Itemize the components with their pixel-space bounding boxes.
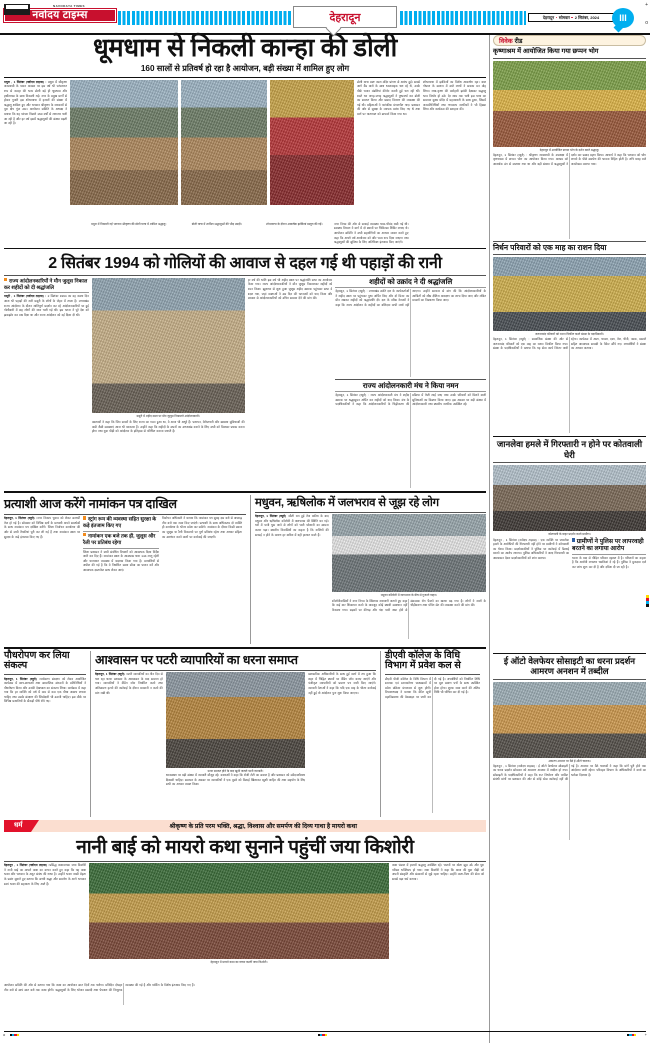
story2-body-2b: वक्ताओं ने कहा कि जिन सपनों के लिए राज्य का गठन हुआ था, वे आज भी अधूरे हैं। पलायन, बेरोजगारी और स्वास्थ्य सुविधाओं की कमी जैसी समस्याएं आज भी बरकरार हैं। उन्होंने कहा कि शहीदों के सपनों का उत्तराखंड बनाने के लिए सभी को मिलकर प्रयास करना होगा तथा युवा पीढ़ी को आंदोलन के इतिहास से परिचित कराना जरूरी है।	[91, 420, 245, 434]
lead-caption-3: शोभायात्रा के दौरान आकर्षक झांकियां प्रस्तुत की गईं।	[265, 221, 323, 226]
lead-caption-1: मथुरा में निकाली गई भगवान श्रीकृष्ण की डोली यात्रा में शामिल श्रद्धालु।	[91, 221, 167, 226]
footer-cmyk-right	[627, 1034, 636, 1036]
story2-photo-col	[92, 278, 245, 489]
story5-body-1: देहरादून, 1 सितंबर (ब्यूरो) :पटरी व्यापारियों का तीन दिन से चल रहा धरना प्रशासन के आश्वासन के बाद समाप्त हो गया। व्यापारियों ने वेंडिंग जोन निर्धारित करने तथा अतिक्रमण हटाने की कार्रवाई के दौरान मनमानी न करने की मांग रखी थी।	[95, 672, 163, 695]
rp-item2-photo	[493, 257, 646, 331]
story2-col-4	[335, 278, 486, 489]
vivek-label-black: रीड	[514, 38, 523, 45]
rule	[83, 531, 159, 532]
story2-caption: मसूरी में शहीद स्थल पर मौन जुलूस निकालते आंदोलनकारी।	[136, 414, 200, 419]
rule	[493, 436, 646, 437]
story2-col-3	[248, 278, 333, 489]
logo-tagline: NAVODAYA TIMES	[53, 4, 85, 8]
dateline-dot-2	[571, 17, 573, 19]
story4-headline: मधुवन, ऋषिलोक में जलभराव से जूझ रहे लोग	[255, 496, 439, 509]
story-5	[90, 651, 376, 817]
footer-rule	[4, 1031, 646, 1032]
story2-sub-body-1: देहरादून, 1 सितंबर (ब्यूरो) : उत्तराखंड क्रांति दल के कार्यकर्ताओं ने शहीद स्थल पर पहुंचकर पुष्प अर्पित किए और दो मिनट का मौन रखकर शहीदों को श्रद्धांजलि दी। दल के वरिष्ठ नेताओं ने कहा कि राज्य आंदोलन के शहीदों का बलिदान कभी व्यर्थ नहीं जाएगा। उन्होंने सरकार से मांग की कि आंदोलनकारियों के आश्रितों को शीघ्र क्षैतिज आरक्षण का लाभ दिया जाए और लंबित मामलों का निस्तारण किया जाए।	[335, 289, 487, 307]
bullet-square-icon	[4, 278, 7, 281]
rule	[493, 241, 646, 242]
rp-item3-body-2: घटना के बाद से पीड़ित परिवार दहशत में है। परिजनों का कहना है कि आरोपी लगातार धमकियां दे रहे हैं। पुलिस ने मुकदमा दर्ज कर जांच शुरू कर दी है और दबिश दी जा रही है।	[572, 555, 646, 570]
story5-photo	[166, 672, 306, 768]
story3-headline: प्रत्याशी आज करेंगे नामांकन पत्र दाखिल	[4, 496, 177, 511]
story4-body-2: कॉलोनीवासियों ने नगर निगम के खिलाफ नाराजगी जताते हुए कहा कि कई बार शिकायत करने के बावजूद कोई स्थायी समाधान नहीं निकाला गया। सड़कों पर कीचड़ और गंदा पानी जमा होने से संक्रामक रोग फैलने का खतरा बढ़ गया है। लोगों ने नालों के चौड़ीकरण तथा पंपिंग सेट की व्यवस्था करने की मांग की।	[331, 598, 486, 612]
rule	[4, 292, 89, 293]
rp-item1-headline: कृष्णाश्रम में आयोजित किया गया छप्पन भोग	[493, 48, 599, 55]
rule	[255, 512, 486, 513]
story3-body-1: देहरादून, 1 सितंबर (ब्यूरो) :नगर निकाय चुनाव को लेकर सरगर्मी तेज हो गई है। सोमवार को विभिन्न दलों के प्रत्याशी अपने समर्थकों के साथ नामांकन पत्र दाखिल करेंगे। जिला निर्वाचन कार्यालय की ओर से सभी तैयारियां पूरी कर ली गई हैं तथा नामांकन स्थल पर सुरक्षा के कड़े इंतजाम किए गए हैं।	[4, 516, 80, 539]
vivek-label-red: विवेक	[499, 38, 513, 45]
rule	[4, 275, 486, 276]
rule	[493, 254, 646, 255]
story2-bullet: राज्य आंदोलनकारियों ने मौन जुलूस निकाल कर शहीदों को दी श्रद्धांजलि	[4, 278, 88, 291]
rp-item4-headline: ई ऑटो वेलफेयर सोसाइटी का धरना प्रदर्शन आमरण अनशन में तब्दील	[503, 655, 636, 677]
bullet-square-icon	[83, 516, 86, 519]
story6-headline: पौधरोपण कर लिया संकल्प	[4, 649, 70, 672]
story-4	[250, 495, 486, 645]
rp-item4-photo	[493, 682, 646, 758]
lead-grid	[4, 80, 486, 220]
rule	[4, 861, 486, 862]
dateline-bar	[528, 13, 614, 22]
story5-headline: आश्वासन पर पटरी व्यापारियों का धरना समाप्त	[95, 652, 298, 667]
left-pane	[4, 35, 486, 1043]
lead-caption-2: डोली यात्रा में शामिल श्रद्धालुओं की भीड़ उमड़ी।	[191, 221, 242, 226]
rule	[335, 287, 486, 288]
rp-item1-body: देहरादून, 1 सितंबर (ब्यूरो) : श्रीकृष्ण जन्माष्टमी के उपलक्ष्य में कृष्णाश्रम में छप्पन भोग का आयोजन किया गया। आश्रम को आकर्षक ढंग से सजाया गया था और बड़ी संख्या में श्रद्धालुओं ने दर्शन कर प्रसाद ग्रहण किया। आचार्य ने कहा कि भगवान को भोग लगाने के पीछे समर्पण की भावना निहित होती है। रात्रि बारह बजे जन्मोत्सव मनाया गया।	[493, 152, 646, 166]
lead-body-4: नगर निगम की ओर से सफाई व्यवस्था चाक-चौबंद रखी गई थी। स्वास्थ्य विभाग ने मार्ग में दो स्थानों पर चिकित्सा शिविर लगाए थे। आयोजन समिति ने सभी सहयोगियों का आभार व्यक्त करते हुए कहा कि अगले वर्ष आयोजन को और भव्य रूप दिया जाएगा तथा श्रद्धालुओं की सुविधा के लिए अतिरिक्त इंतजाम किए जाएंगे।	[334, 221, 409, 245]
lead-body-2: डोली यात्रा प्रातः काल मंदिर प्रांगण से आरंभ हुई। सबसे आगे बैंड बाजे के साथ ध्वजवाहक चल रहे थे, उनके पीछे भजन मंडलियां कीर्तन करती हुई चल रही थीं। रास्ते भर जगह-जगह श्रद्धालुओं ने पुष्पवर्षा कर डोली का स्वागत किया और प्रसाद वितरण की व्यवस्था की गई थी। महिलाओं ने पारंपरिक मंगलगीत गाए। प्रशासन की ओर से सुरक्षा के व्यापक प्रबंध किए गए थे तथा मार्ग पर यातायात को डायवर्ट किया गया था।	[357, 79, 420, 116]
story4-body-1: देहरादून, 1 सितंबर (ब्यूरो) :बीती रात हुई तेज बारिश के बाद मधुवन और ऋषिलोक कॉलोनी में जलभराव की स्थिति बन गई। घरों में पानी घुस जाने से लोगों को भारी परेशानी का सामना करना पड़ा। स्थानीय निवासियों का कहना है कि नालियों की सफाई न होने के कारण हर बारिश में यही हालात बनते हैं।	[255, 514, 329, 537]
story2-photo	[92, 278, 245, 413]
story-6	[4, 651, 86, 817]
page-body	[0, 35, 650, 1043]
masthead	[0, 0, 650, 34]
dateline-date: 2 सितंबर, 2024	[574, 14, 600, 20]
story-7	[380, 651, 480, 817]
dateline-dot-1	[556, 17, 558, 19]
registration-plus-icon: +	[645, 2, 648, 8]
rule	[4, 647, 486, 648]
rp-item2-caption: जरूरतमंद परिवारों को राशन वितरित करते संस्था के पदाधिकारी।	[535, 332, 604, 337]
vivek-read-badge[interactable]	[493, 35, 646, 46]
footer-cmyk-center	[318, 1034, 327, 1036]
story3-bullet-2: नामांकन एक बजे तक ही, जुलूस और रैली पर प्रतिबंध रहेगा	[83, 533, 156, 546]
religion-kicker: श्रीकृष्ण के प्रति परम भक्ति, श्रद्धा, विश्वास और समर्पण की दिव्य गाथा है मायरो कथा	[31, 820, 487, 832]
lead-photo-strip	[70, 80, 354, 220]
lead-headline: धूमधाम से निकली कान्हा की डोली	[93, 34, 397, 62]
rp-item3-bullet: ग्रामीणों ने पुलिस पर लापरवाही बरतने का लगाया आरोप	[572, 537, 644, 552]
lead-story	[4, 35, 486, 249]
story3-body-sub: जिला प्रशासन ने सभी संबंधित विभागों को आवश्यक दिशा निर्देश जारी कर दिए हैं। नामांकन स्थल के आसपास धारा 144 लागू रहेगी और यातायात व्यवस्था में बदलाव किया गया है। प्रत्याशियों से अपील की गई है कि वे निर्धारित समय सीमा का पालन करें और आवश्यक दस्तावेज साथ लेकर आएं।	[83, 549, 159, 573]
logo-flag-mark	[4, 4, 30, 15]
rule	[4, 674, 86, 675]
story2-body-2: हर वर्ष की भांति इस वर्ष भी शहीद स्थल पर श्रद्धांजलि सभा का आयोजन किया गया। राज्य आंदोलनकारियों ने मौन जुलूस निकालकर शहीदों को नमन किया। झूलाघर से शुरू हुआ जुलूस शहीद स्मारक पहुंचकर सभा में बदल गया, जहां वक्ताओं ने उस दिन की घटनाओं को याद किया और सरकार से आंदोलनकारियों को उचित सम्मान देने की मांग की।	[247, 277, 333, 301]
lead-col-right-2	[423, 80, 486, 220]
registration-circle-icon: o	[645, 20, 648, 26]
right-pane	[489, 35, 646, 1043]
lead-body-3: शोभायात्रा में झांकियों का विशेष आकर्षण रहा। बाल गोपाल के स्वरूप में सजे बच्चों ने सबका मन मोह लिया। राधा-कृष्ण की मनोहारी झांकी देखकर श्रद्धालु भाव विभोर हो उठे। देर शाम तक चली इस यात्रा का समापन मुख्य मंदिर में महाआरती के साथ हुआ, जिसमें जनप्रतिनिधियों तथा गणमान्य नागरिकों ने भी हिस्सा लिया और कार्यक्रम की सराहना की।	[423, 79, 486, 112]
lead-col-left	[4, 80, 67, 220]
rule	[493, 58, 646, 59]
side-registration-marks	[646, 595, 649, 607]
religion-body-3: आयोजन समिति की ओर से बताया गया कि कथा का आयोजन सात दिनों तक चलेगा। प्रतिदिन दोपहर तीन बजे से सायं सात बजे तक कथा होगी। श्रद्धालुओं के लिए भोजन प्रसादी तथा पेयजल की निःशुल्क व्यवस्था की गई है और पार्किंग के विशेष इंतजाम किए गए हैं।	[4, 983, 195, 992]
rp-item3-headline: जानलेवा हमले में गिरफ्तारी न होने पर कोतवाली घेरी	[496, 439, 643, 460]
rule	[83, 548, 159, 549]
masthead-bars-right	[400, 11, 526, 25]
rp-item4-body: देहरादून , 1 सितंबर (नवोदय टाइम्स) : ई ऑटो वेलफेयर सोसाइटी का धरना प्रदर्शन सोमवार को आमरण अनशन में तब्दील हो गया। सोसाइटी के पदाधिकारियों ने कहा कि रूट निर्धारण और परमिट संबंधी मांगों पर प्रशासन की ओर से कोई ठोस कार्रवाई नहीं की गई है। अनशन पर बैठे चालकों ने कहा कि मांगें पूरी होने तक आंदोलन जारी रहेगा। परिवहन विभाग के अधिकारियों ने वार्ता का भरोसा दिलाया है।	[493, 763, 646, 782]
story2-sub-headline-1: शहीदों को उक्रांद ने दी श्रद्धांजलि	[369, 276, 453, 286]
rp-item4-caption: आमरण अनशन पर बैठे ई ऑटो चालक।	[548, 758, 591, 763]
story2-sub-body-2: देहरादून, 1 सितंबर (ब्यूरो) : राज्य आंदोलनकारी मंच ने शहीद स्मारक पर श्रद्धासुमन अर्पित कर शहीदों को याद किया। मंच के पदाधिकारियों ने कहा कि आंदोलनकारियों के चिह्नीकरण की प्रक्रिया में तेजी लाई जाए तथा उनके परिवारों को मिलने वाली सुविधाओं का विस्तार किया जाए। इस अवसर पर बड़ी संख्या में आंदोलनकारी तथा स्थानीय नागरिक उपस्थित रहे।	[335, 393, 487, 407]
city-edition-tab[interactable]	[293, 6, 397, 28]
religion-body-row	[4, 863, 486, 981]
religion-caption: देहरादून में मायरो कथा का वाचन करतीं जया किशोरी।	[210, 960, 268, 965]
rp-item2-headline: निर्धन परिवारों को एक माह का राशन दिया	[493, 243, 607, 253]
footer	[0, 1031, 650, 1041]
rule	[385, 674, 480, 675]
lead-photo-3	[270, 80, 354, 205]
story2-col-1	[4, 278, 89, 489]
story6-body: देहरादून, 1 सितंबर (ब्यूरो) :पर्यावरण संरक्षण को लेकर आयोजित कार्यक्रम में छात्र-छात्राओं तथा सामाजिक संगठनों के प्रतिनिधियों ने पौधरोपण किया और उनकी देखभाल का संकल्प लिया। कार्यक्रम में कहा गया कि हर व्यक्ति को वर्ष में कम से कम एक पौधा अवश्य लगाना चाहिए तथा उसके संरक्षण की जिम्मेदारी भी उठानी चाहिए। इस मौके पर विभिन्न प्रजातियों के सैकड़ों पौधे रोपे गए।	[4, 676, 86, 704]
dateline-city: देहरादून	[542, 14, 555, 20]
religion-body-2: कथा पंडाल में हजारों श्रद्धालु उपस्थित रहे। भजनों पर श्रोता झूम उठे और पूरा परिसर भक्तिमय हो गया। जया किशोरी ने कहा कि आज की युवा पीढ़ी को अपनी संस्कृति और संस्कारों से जुड़े रहना चाहिए। उन्होंने माता-पिता की सेवा को सबसे बड़ा धर्म बताया।	[392, 863, 484, 881]
story-5-row	[4, 651, 486, 817]
story7-body: डीएवी पीजी कॉलेज के विधि विभाग में स्नातक एवं स्नातकोत्तर पाठ्यक्रमों में प्रवेश प्रक्रिया मंगलवार से शुरू होगी। विभागाध्यक्ष ने बताया कि मेरिट सूची महाविद्यालय की वेबसाइट पर जारी कर दी गई है। अभ्यर्थियों को निर्धारित तिथि पर मूल प्रमाण पत्रों के साथ उपस्थित होना होगा। शुल्क जमा करने की अंतिम तिथि भी घोषित कर दी गई है।	[385, 676, 480, 699]
story5-body-2: प्रशासनिक अधिकारियों के साथ हुई वार्ता में तय हुआ कि शहर में चिह्नित स्थानों पर वेंडिंग जोन बनाए जाएंगे और पंजीकृत व्यापारियों को प्रमाण पत्र जारी किए जाएंगे। व्यापारी नेताओं ने कहा कि यदि एक माह के भीतर कार्रवाई नहीं हुई तो आंदोलन पुनः शुरू किया जाएगा।	[308, 672, 376, 695]
story3-bullet-1: स्ट्रांग रूम की व्यवस्था सहित सुरक्षा के कड़े इंतजाम किए गए	[83, 516, 157, 530]
religion-photo	[89, 863, 389, 959]
religion-body-1: देहरादून , 1 सितंबर (नवोदय टाइम्स) :प्रसिद्ध कथावाचक जया किशोरी ने नानी बाई का मायरो कथा का वाचन करते हुए कहा कि यह कथा भक्त और भगवान के अटूट संबंध की गाथा है। उन्होंने भक्त नरसी मेहता के प्रसंग सुनाते हुए बताया कि सच्ची श्रद्धा और समर्पण के आगे भगवान स्वयं भक्त की सहायता के लिए आते हैं।	[4, 863, 86, 886]
masthead-bars-left	[118, 11, 291, 25]
rule	[95, 670, 376, 671]
footer-reg-right-icon: +	[644, 1032, 647, 1037]
rp-item2-body: देहरादून, 1 सितंबर (ब्यूरो) : सामाजिक संस्था की ओर से जरूरतमंद परिवारों को एक माह का राशन वितरित किया गया। संस्था के पदाधिकारियों ने बताया कि यह सेवा कार्य निरंतर जारी रहेगा। कार्यक्रम में आटा, चावल, दाल, तेल, चीनी, नमक, मसाले सहित आवश्यक सामग्री के पैकेट सौंपे गए। लाभार्थियों ने संस्था का आभार जताया।	[493, 337, 646, 351]
rule	[493, 679, 646, 680]
footer-cmyk-left	[10, 1034, 19, 1036]
page-number-badge	[612, 8, 634, 28]
bullet-square-icon	[83, 533, 86, 536]
rule	[4, 491, 486, 492]
religion-headline: नानी बाई को मायरो कथा सुनाने पहुंचीं जया किशोरी	[76, 836, 414, 858]
story4-caption: मधुवन कॉलोनी में जलभराव के बीच से गुजरते वाहन।	[380, 593, 437, 598]
rp-item3-caption: कोतवाली के बाहर प्रदर्शन करते ग्रामीण।	[548, 532, 591, 537]
page-number: III	[619, 13, 627, 23]
rule	[335, 379, 486, 380]
rp-item3-photo	[493, 465, 646, 531]
lead-photo-2	[181, 80, 267, 205]
story-2	[4, 251, 486, 493]
dateline-day: सोमवार	[558, 14, 570, 20]
religion-strip	[4, 820, 486, 832]
newspaper-logo[interactable]	[4, 4, 116, 22]
rp-item1-photo	[493, 61, 646, 147]
story2-body-1: मसूरी , 1 सितंबर (नवोदय टाइम्स) : 2 सितंबर 1994 का वह काला दिन आज भी पहाड़ों की रानी मसूरी के लोगों के जेहन में ताजा है। उत्तराखंड राज्य आंदोलन के दौरान शांतिपूर्ण प्रदर्शन कर रहे आंदोलनकारियों पर हुई गोलीबारी में छह लोगों की जान चली गई थी। इस घटना ने पूरे देश को झकझोर कर रख दिया था और राज्य आंदोलन को नई दिशा दी थी।	[4, 294, 89, 317]
religion-tag: धर्म	[4, 820, 31, 832]
lead-subhead: 160 सालों से प्रतिवर्ष हो रहा है आयोजन, बड़ी संख्या में शामिल हुए लोग	[140, 63, 350, 73]
story7-headline: डीएवी कॉलेज के विधि विभाग में प्रवेश कल से	[385, 649, 461, 672]
footer-reg-left-icon: o	[3, 1032, 6, 1037]
story-3-4-row	[4, 495, 486, 645]
story4-photo	[332, 514, 486, 592]
rp-item3-body: देहरादून , 1 सितंबर (नवोदय टाइम्स) : एक व्यक्ति पर जानलेवा हमले के आरोपियों की गिरफ्तारी नहीं होने पर ग्रामीणों ने कोतवाली का घेराव किया। प्रदर्शनकारियों ने पुलिस पर कार्रवाई में ढिलाई बरतने का आरोप लगाया। पुलिस अधिकारियों ने जल्द गिरफ्तारी का आश्वासन देकर प्रदर्शनकारियों को शांत कराया।	[493, 537, 569, 560]
rule	[4, 77, 486, 78]
city-edition-label: देहरादून	[329, 11, 361, 24]
story5-caption: धरना समाप्त होने के बाद खुशी जताते पटरी व्यापारी।	[207, 769, 264, 774]
story2-sub-headline-2: राज्य आंदोलनकारी मंच ने किया नमन	[362, 380, 459, 390]
rp-item1-caption: देहरादून में आयोजित छप्पन भोग के दर्शन करते श्रद्धालु।	[539, 147, 600, 152]
story2-headline: 2 सितंबर 1994 को गोलियों की आवाज से दहल गई थी पहाड़ों की रानी	[48, 255, 442, 273]
story5-body-3: धरनास्थल पर बड़ी संख्या में व्यापारी मौजूद रहे। वक्ताओं ने कहा कि रोजी रोटी का सवाल है और प्रशासन को संवेदनशीलता दिखानी चाहिए। समापन के अवसर पर व्यापारियों ने एक दूसरे को मिठाई खिलाकर खुशी जाहिर की तथा सहयोग के लिए सभी का आभार व्यक्त किया।	[165, 773, 306, 787]
lead-col-right-1	[357, 80, 420, 220]
rule	[493, 462, 646, 463]
rule	[572, 554, 646, 555]
rule	[335, 391, 486, 392]
rule	[4, 514, 246, 515]
lead-body-1: मथुरा , 1 सितंबर (नवोदय टाइम्स) : मथुरा में श्रीकृष्ण जन्माष्टमी के पावन अवसर पर इस वर्ष भी परंपरागत रूप से कान्हा की भव्य डोली बड़े ही धूमधाम और हर्षोल्लास के साथ निकाली गई। नगर के प्रमुख मार्गों से होकर गुजरी इस शोभायात्रा में हजारों की संख्या में श्रद्धालु शामिल हुए और भगवान श्रीकृष्ण के जयकारों से पूरा क्षेत्र गूंज उठा। आयोजन समिति के अध्यक्ष ने बताया कि यह परंपरा पिछले 160 वर्षों से लगातार चली आ रही है और हर वर्ष इसमें श्रद्धालुओं की संख्या बढ़ती जा रही है।	[4, 79, 67, 126]
lead-photo-1	[70, 80, 178, 205]
rule	[4, 248, 486, 249]
bullet-square-icon	[572, 538, 575, 541]
logo-text: नवोदय टाइम्स	[32, 8, 88, 21]
story3-body-2: निर्वाचन अधिकारी ने बताया कि नामांकन पत्र सुबह दस बजे से अपराह्न तीन बजे तक जमा किए जाएंगे। प्रत्याशी के साथ अधिकतम दो व्यक्ति ही कार्यालय के भीतर प्रवेश कर सकेंगे। नामांकन के दौरान किसी प्रकार का जुलूस या रैली निकालने पर पूर्ण प्रतिबंध रहेगा तथा आचार संहिता का उल्लंघन करने वालों पर कार्रवाई की जाएगी।	[162, 516, 242, 539]
story-3	[4, 495, 246, 645]
rule	[493, 653, 646, 654]
